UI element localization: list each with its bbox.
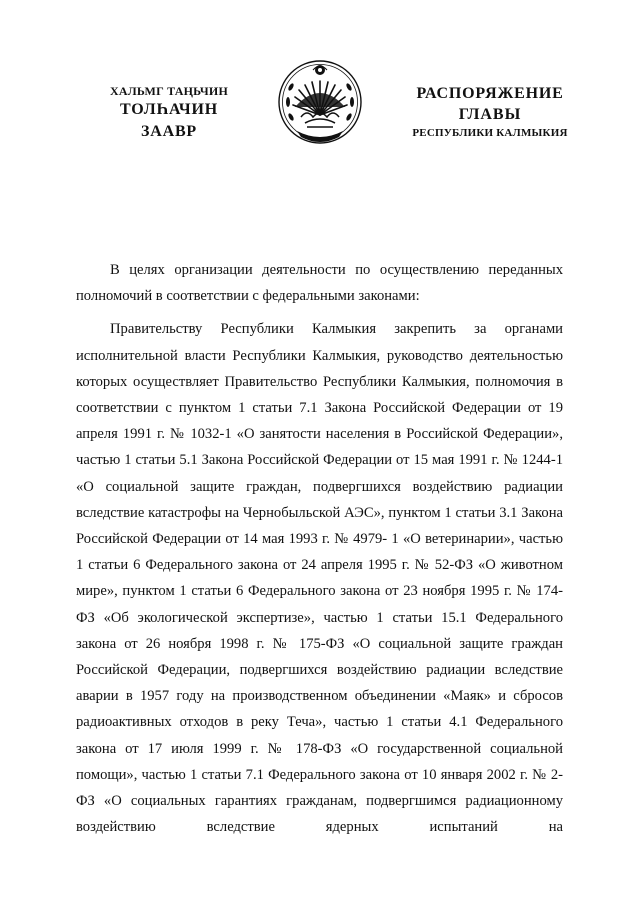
header-russian-title (404, 84, 576, 140)
header-russian-line3: РЕСПУБЛИКИ КАЛМЫКИЯ (412, 126, 568, 139)
kalmykia-coat-of-arms-icon (277, 57, 363, 147)
document-body (76, 257, 563, 840)
header-kalmyk-line3: ЗААВР (141, 122, 197, 140)
header-kalmyk-line1: ХАЛЬМГ ТАҢЬЧИН (110, 84, 228, 98)
header-russian-line1: РАСПОРЯЖЕНИЕ (416, 85, 564, 102)
header-kalmyk-line2: ТОЛҺАЧИН (120, 101, 218, 119)
paragraph-preamble: В целях организации деятельности по осуществлению переданных полномочий в соответствии с федеральными законами: (76, 262, 563, 305)
header-russian-line2: ГЛАВЫ (458, 105, 522, 123)
header-kalmyk-title (104, 83, 234, 142)
paragraph-main: Правительству Республики Калмыкия закрепить за органами исполнительной власти Республики Калмыкия, руководство деятельностью которых осуществляет Правительство Республики Калмыкия, полномочия в соответствии с пунктом 1 статьи 7.1 Закона Российской Федерации от 19 апреля 1991 г. № 1032-1 «О занятости населения в Российской Федерации», частью 1 статьи 5.1 Закона Российской Федерации от 15 мая 1991 г. № 1244-1 «О социальной защите граждан, подвергшихся воздействию радиации вследствие катастрофы на Чернобыльской АЭС», пунктом 1 статьи 3.1 Закона Российской Федерации от 14 мая 1993 г. № 4979- 1 «О ветеринарии», частью 1 статьи 6 Федерального закона от 24 апреля 1995 г. № 52-ФЗ «О животном мире», пунктом 1 статьи 6 Федерального закона от 23 ноября 1995 г. № 174-ФЗ «Об экологической экспертизе», частью 1 статьи 15.1 Федерального закона от 26 ноября 1998 г. № 175-ФЗ «О социальной защите граждан Российской Федерации, подвергшихся воздействию радиации вследствие аварии в 1957 году на производственном объединении «Маяк» и сбросов радиоактивных отходов в реку Теча», частью 1 статьи 4.1 Федерального закона от 17 июля 1999 г. № 178-ФЗ «О государственной социальной помощи», частью 1 статьи 7.1 Федерального закона от 10 января 2002 г. № 2-ФЗ «О социальных гарантиях гражданам, подвергшимся радиационному воздействию вследствие ядерных испытаний на (76, 321, 563, 836)
